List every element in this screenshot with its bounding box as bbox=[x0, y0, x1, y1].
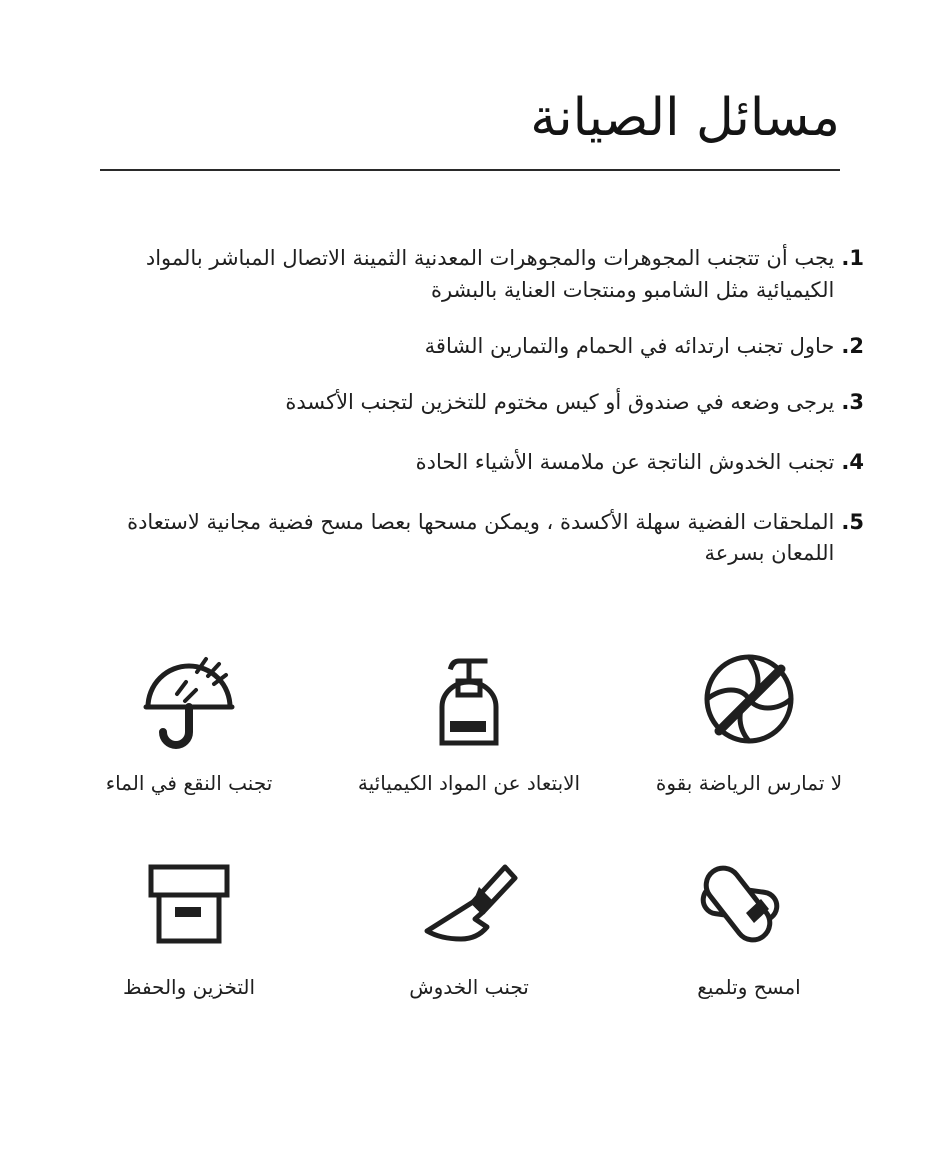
knife-icon bbox=[417, 855, 521, 951]
list-item bbox=[98, 387, 864, 419]
care-icon-label: الابتعاد عن المواد الكيميائية bbox=[357, 771, 581, 795]
page-title: مسائل الصيانة bbox=[530, 88, 840, 148]
care-icon-row bbox=[60, 645, 878, 797]
list-item bbox=[98, 447, 864, 479]
title-divider bbox=[100, 169, 840, 171]
list-item-number: 4. bbox=[841, 449, 864, 474]
list-item bbox=[98, 507, 864, 571]
care-icon-label: التخزين والحفظ bbox=[122, 975, 256, 999]
soap-dispenser-icon bbox=[423, 645, 515, 753]
care-icon-cell-avoid-scratches bbox=[340, 855, 598, 1001]
list-item-text: يجب أن تتجنب المجوهرات والمجوهرات المعدنية الثمينة الاتصال المباشر بالمواد الكيميائية مثل الشامبو ومنتجات العناية بالبشرة bbox=[145, 246, 835, 302]
care-icon-cell-storage bbox=[60, 855, 318, 1001]
care-icon-row bbox=[60, 855, 878, 1001]
maintenance-tips-list bbox=[98, 243, 864, 570]
care-icon-label: تجنب الخدوش bbox=[409, 975, 529, 999]
list-item bbox=[98, 331, 864, 363]
title-block bbox=[98, 88, 840, 171]
care-icon-cell-avoid-water bbox=[60, 645, 318, 797]
storage-box-icon bbox=[137, 855, 241, 951]
care-icon-grid bbox=[60, 645, 878, 1001]
list-item-text: يرجى وضعه في صندوق أو كيس مختوم للتخزين لتجنب الأكسدة bbox=[285, 389, 835, 414]
list-item-number: 3. bbox=[841, 389, 864, 414]
no-sports-ball-icon bbox=[699, 645, 799, 753]
care-icon-cell-no-sports bbox=[620, 645, 878, 797]
care-icon-label: تجنب النقع في الماء bbox=[105, 771, 273, 795]
list-item-number: 1. bbox=[841, 246, 864, 270]
list-item-text: الملحقات الفضية سهلة الأكسدة ، ويمكن مسحها بعصا مسح فضية مجانية لاستعادة اللمعان بسرعة bbox=[127, 509, 835, 566]
care-icon-label: لا تمارس الرياضة بقوة bbox=[655, 771, 843, 795]
list-item-number: 2. bbox=[841, 333, 864, 358]
list-item bbox=[98, 243, 864, 307]
care-icon-cell-wipe-polish bbox=[620, 855, 878, 1001]
care-icon-cell-avoid-chemicals bbox=[340, 645, 598, 797]
polishing-cloths-icon bbox=[699, 855, 799, 951]
list-item-text: تجنب الخدوش الناتجة عن ملامسة الأشياء الحادة bbox=[415, 449, 835, 474]
umbrella-rain-icon bbox=[134, 645, 244, 753]
care-icon-label: امسح وتلميع bbox=[697, 975, 801, 999]
list-item-text: حاول تجنب ارتدائه في الحمام والتمارين الشاقة bbox=[424, 333, 835, 358]
list-item-number: 5. bbox=[841, 509, 864, 534]
